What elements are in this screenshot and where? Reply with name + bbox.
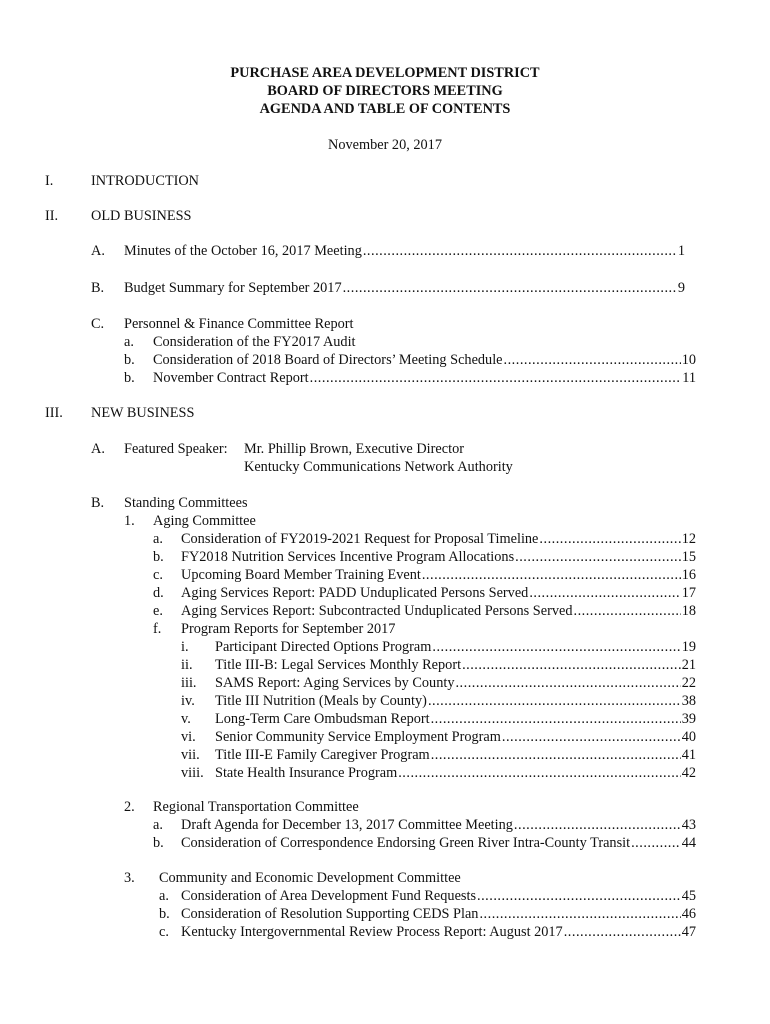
featured-speaker-label: Featured Speaker: — [124, 441, 228, 457]
page-number: 9 — [677, 280, 685, 296]
toc-entry — [124, 242, 685, 260]
toc-entry — [181, 548, 696, 566]
entry-text: Aging Services Report: PADD Unduplicated Persons Served — [181, 585, 529, 601]
page-number: 15 — [681, 549, 696, 565]
leader-dots — [514, 816, 681, 834]
leader-dots — [455, 674, 680, 692]
entry-text: Standing Committees — [124, 495, 248, 511]
leader-dots — [432, 638, 680, 656]
toc-entry — [215, 638, 696, 656]
page-number: 1 — [677, 243, 685, 259]
sub-letter: b. — [159, 906, 170, 922]
section-title: NEW BUSINESS — [91, 405, 195, 421]
leader-dots — [502, 728, 681, 746]
page-number: 18 — [681, 603, 696, 619]
sub-letter: f. — [153, 621, 162, 637]
leader-dots — [343, 279, 677, 297]
sub-letter: b. — [124, 370, 135, 386]
entry-text: Consideration of Area Development Fund Requests — [181, 888, 477, 904]
toc-entry — [215, 710, 696, 728]
entry-text: Kentucky Intergovernmental Review Process Report: August 2017 — [181, 924, 563, 940]
entry-text: Consideration of FY2019-2021 Request for Proposal Timeline — [181, 531, 539, 547]
sub-letter: e. — [153, 603, 163, 619]
leader-dots — [631, 834, 681, 852]
sub-letter: a. — [124, 334, 134, 350]
entry-text: Participant Directed Options Program — [215, 639, 432, 655]
entry-text: Aging Services Report: Subcontracted Unduplicated Persons Served — [181, 603, 573, 619]
roman-numeral: i. — [181, 639, 189, 655]
roman-numeral: iv. — [181, 693, 195, 709]
item-letter: C. — [91, 316, 105, 332]
roman-numeral: vii. — [181, 747, 200, 763]
header-line-2: BOARD OF DIRECTORS MEETING — [267, 83, 503, 99]
header-line-3: AGENDA AND TABLE OF CONTENTS — [259, 101, 511, 117]
entry-text: Budget Summary for September 2017 — [124, 280, 342, 296]
section-title: OLD BUSINESS — [91, 208, 192, 224]
toc-entry — [181, 834, 696, 852]
section-number: II. — [45, 208, 59, 224]
entry-text: Minutes of the October 16, 2017 Meeting — [124, 243, 362, 259]
entry-text: Consideration of Correspondence Endorsing Green River Intra-County Transit — [181, 835, 631, 851]
entry-text: Senior Community Service Employment Program — [215, 729, 501, 745]
leader-dots — [479, 905, 680, 923]
entry-text: Consideration of the FY2017 Audit — [153, 334, 356, 350]
leader-dots — [431, 746, 681, 764]
entry-text: FY2018 Nutrition Services Incentive Program Allocations — [181, 549, 515, 565]
toc-entry — [153, 351, 696, 369]
item-letter: B. — [91, 280, 105, 296]
leader-dots — [529, 584, 680, 602]
entry-text: Long-Term Care Ombudsman Report — [215, 711, 430, 727]
toc-entry — [181, 584, 696, 602]
sub-letter: a. — [159, 888, 169, 904]
toc-entry — [181, 816, 696, 834]
toc-entry — [215, 746, 696, 764]
leader-dots — [515, 548, 681, 566]
leader-dots — [504, 351, 681, 369]
page-number: 17 — [681, 585, 696, 601]
item-letter: A. — [91, 243, 105, 259]
leader-dots — [310, 369, 682, 387]
entry-text: November Contract Report — [153, 370, 309, 386]
page-number: 19 — [681, 639, 696, 655]
toc-entry — [215, 728, 696, 746]
page-number: 46 — [681, 906, 696, 922]
sub-letter: b. — [124, 352, 135, 368]
section-title: INTRODUCTION — [91, 173, 200, 189]
roman-numeral: ii. — [181, 657, 193, 673]
leader-dots — [574, 602, 681, 620]
leader-dots — [422, 566, 681, 584]
entry-text: State Health Insurance Program — [215, 765, 398, 781]
committee-title: Regional Transportation Committee — [153, 799, 359, 815]
committee-number: 2. — [124, 799, 135, 815]
toc-entry — [181, 923, 696, 941]
sub-letter: a. — [153, 531, 163, 547]
entry-text: Title III-B: Legal Services Monthly Report — [215, 657, 462, 673]
entry-text: Consideration of Resolution Supporting CEDS Plan — [181, 906, 479, 922]
committee-title: Community and Economic Development Committee — [159, 870, 461, 886]
page-number: 41 — [681, 747, 696, 763]
roman-numeral: viii. — [181, 765, 204, 781]
leader-dots — [564, 923, 681, 941]
roman-numeral: vi. — [181, 729, 196, 745]
toc-entry — [215, 656, 696, 674]
page-number: 21 — [681, 657, 696, 673]
leader-dots — [428, 692, 681, 710]
entry-text: Title III-E Family Caregiver Program — [215, 747, 430, 763]
page-number: 44 — [681, 835, 696, 851]
toc-entry — [181, 602, 696, 620]
item-letter: B. — [91, 495, 105, 511]
leader-dots — [462, 656, 681, 674]
sub-letter: c. — [159, 924, 169, 940]
page-number: 22 — [681, 675, 696, 691]
roman-numeral: iii. — [181, 675, 197, 691]
page-number: 38 — [681, 693, 696, 709]
leader-dots — [398, 764, 680, 782]
page-number: 11 — [682, 370, 696, 386]
page-number: 12 — [681, 531, 696, 547]
page-number: 16 — [681, 567, 696, 583]
sub-letter: b. — [153, 835, 164, 851]
toc-entry — [181, 905, 696, 923]
entry-text: Upcoming Board Member Training Event — [181, 567, 421, 583]
toc-entry — [181, 530, 696, 548]
section-number: III. — [45, 405, 63, 421]
sub-letter: a. — [153, 817, 163, 833]
committee-number: 3. — [124, 870, 135, 886]
leader-dots — [363, 242, 677, 260]
page-number: 43 — [681, 817, 696, 833]
page-number: 42 — [681, 765, 696, 781]
leader-dots — [477, 887, 681, 905]
toc-entry — [215, 674, 696, 692]
speaker-organization: Kentucky Communications Network Authority — [244, 459, 513, 475]
meeting-date: November 20, 2017 — [328, 137, 442, 153]
sub-letter: c. — [153, 567, 163, 583]
toc-entry — [215, 692, 696, 710]
header-line-1: PURCHASE AREA DEVELOPMENT DISTRICT — [230, 65, 540, 81]
toc-entry — [181, 887, 696, 905]
toc-entry — [181, 566, 696, 584]
speaker-name: Mr. Phillip Brown, Executive Director — [244, 441, 464, 457]
page-number: 39 — [681, 711, 696, 727]
committee-number: 1. — [124, 513, 135, 529]
entry-text: Draft Agenda for December 13, 2017 Committee Meeting — [181, 817, 513, 833]
page-number: 10 — [681, 352, 696, 368]
page-number: 45 — [681, 888, 696, 904]
committee-title: Aging Committee — [153, 513, 256, 529]
section-number: I. — [45, 173, 54, 189]
toc-entry — [215, 764, 696, 782]
leader-dots — [539, 530, 680, 548]
entry-text: Consideration of 2018 Board of Directors’ Meeting Schedule — [153, 352, 503, 368]
entry-text: Personnel & Finance Committee Report — [124, 316, 354, 332]
toc-entry — [124, 279, 685, 297]
page-number: 47 — [681, 924, 696, 940]
page-number: 40 — [681, 729, 696, 745]
leader-dots — [431, 710, 681, 728]
sub-letter: b. — [153, 549, 164, 565]
roman-numeral: v. — [181, 711, 191, 727]
entry-text: Program Reports for September 2017 — [181, 621, 396, 637]
item-letter: A. — [91, 441, 105, 457]
entry-text: SAMS Report: Aging Services by County — [215, 675, 455, 691]
sub-letter: d. — [153, 585, 164, 601]
entry-text: Title III Nutrition (Meals by County) — [215, 693, 427, 709]
toc-entry — [153, 369, 696, 387]
